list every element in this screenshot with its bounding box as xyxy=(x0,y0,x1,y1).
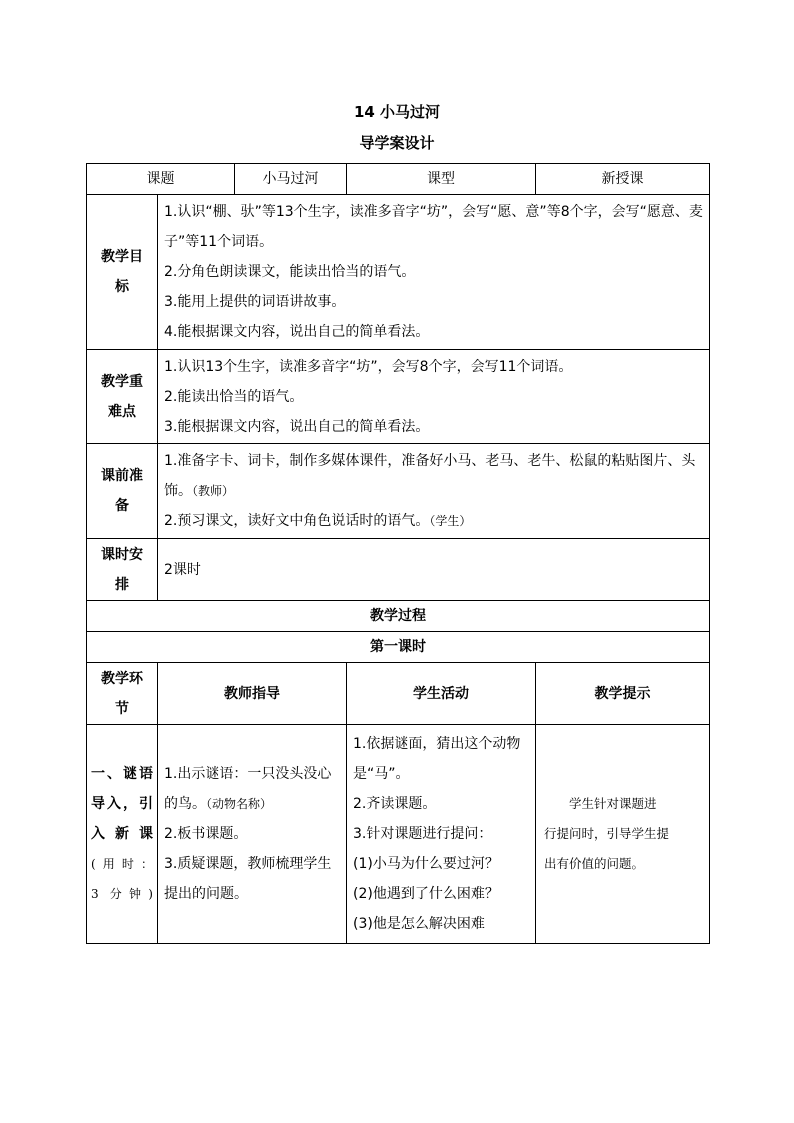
preparation-label xyxy=(87,444,158,539)
stage-line: 一、谜语 xyxy=(91,766,153,782)
key-points-label-line1: 教学重 xyxy=(101,373,143,390)
key-point-item: 3.能根据课文内容，说出自己的简单看法。 xyxy=(164,418,430,435)
key-point-item: 2.能读出恰当的语气。 xyxy=(164,388,304,405)
student-item: (1)小马为什么要过河？ xyxy=(353,856,499,872)
student-item: 3.针对课题进行提问： xyxy=(353,826,493,842)
stage-time: (用时： xyxy=(91,857,153,871)
preparation-label-line1: 课前准 xyxy=(101,468,143,484)
preparation-item xyxy=(164,446,703,506)
tip-line: 行提问时，引导学生提 xyxy=(544,826,670,841)
preparation-item-note: （学生） xyxy=(429,514,472,528)
key-points-label-line2: 难点 xyxy=(108,403,136,420)
stage-time: 3 分钟) xyxy=(91,887,153,901)
schedule-label xyxy=(87,539,158,601)
preparation-content xyxy=(158,444,710,539)
teacher-item-note: （动物名称） xyxy=(206,797,273,811)
teacher-item: 3.质疑课题，教师梳理学生提出的问题。 xyxy=(164,856,332,902)
student-item: (3)他是怎么解决困难 xyxy=(353,916,485,932)
stage-line: 入 新 课 xyxy=(91,826,153,842)
col-header-stage-line1: 教学环 xyxy=(101,670,143,687)
teacher-item: 2.板书课题。 xyxy=(164,826,248,842)
lesson-plan-table xyxy=(86,163,710,944)
student-activity-cell xyxy=(347,725,536,944)
tip-line: 出有价值的问题。 xyxy=(544,856,645,871)
goals-content xyxy=(158,195,710,350)
type-value: 新授课 xyxy=(536,164,710,195)
key-points-label xyxy=(87,350,158,444)
key-point-item: 1.认识13个生字，读准多音字“坊”，会写8个字，会写11个词语。 xyxy=(164,358,573,375)
teacher-guidance-cell xyxy=(158,725,347,944)
col-header-teacher: 教师指导 xyxy=(158,663,347,725)
goal-item: 1.认识“棚、驮”等13个生字，读准多音字“坊”，会写“愿、意”等8个字，会写“愿意、麦子”等11个词语。 xyxy=(164,204,703,250)
goals-label-line1: 教学目 xyxy=(101,249,143,265)
stage-cell xyxy=(87,725,158,944)
preparation-item-note: （教师） xyxy=(192,484,235,498)
col-header-student: 学生活动 xyxy=(347,663,536,725)
student-item: 2.齐读课题。 xyxy=(353,796,437,812)
col-header-tip: 教学提示 xyxy=(536,663,710,725)
col-header-stage-line2: 节 xyxy=(115,700,129,717)
goals-label-line2: 标 xyxy=(115,279,129,295)
lesson-heading: 第一课时 xyxy=(87,632,710,663)
topic-label: 课题 xyxy=(87,164,235,195)
teacher-item xyxy=(164,759,340,819)
col-header-stage xyxy=(87,663,158,725)
student-item: (2)他遇到了什么困难？ xyxy=(353,886,499,902)
teacher-item-text: 1.出示谜语：一只没头没心的鸟。 xyxy=(164,766,332,812)
teaching-tip-cell xyxy=(536,725,710,944)
goal-item: 4.能根据课文内容，说出自己的简单看法。 xyxy=(164,324,430,340)
preparation-item-text: 2.预习课文，读好文中角色说话时的语气。 xyxy=(164,513,430,529)
student-item: 1.依据谜面，猜出这个动物是“马”。 xyxy=(353,736,521,782)
preparation-label-line2: 备 xyxy=(115,498,129,514)
page-title: 14 小马过河 xyxy=(353,103,441,121)
schedule-label-line1: 课时安 xyxy=(101,546,143,563)
schedule-label-line2: 排 xyxy=(115,576,129,593)
preparation-item-text: 1.准备字卡、词卡，制作多媒体课件，准备好小马、老马、老牛、松鼠的粘贴图片、头饰。 xyxy=(164,453,696,499)
stage-line: 导入，引 xyxy=(91,796,153,812)
schedule-value: 2课时 xyxy=(158,539,710,601)
goals-label xyxy=(87,195,158,350)
tip-line: 学生针对课题进 xyxy=(569,796,657,811)
page-subtitle: 导学案设计 xyxy=(359,134,435,152)
key-points-content xyxy=(158,350,710,444)
process-heading: 教学过程 xyxy=(87,601,710,632)
preparation-item xyxy=(164,506,703,536)
goal-item: 3.能用上提供的词语讲故事。 xyxy=(164,294,346,310)
type-label: 课型 xyxy=(347,164,536,195)
goal-item: 2.分角色朗读课文，能读出恰当的语气。 xyxy=(164,264,416,280)
topic-value: 小马过河 xyxy=(235,164,347,195)
